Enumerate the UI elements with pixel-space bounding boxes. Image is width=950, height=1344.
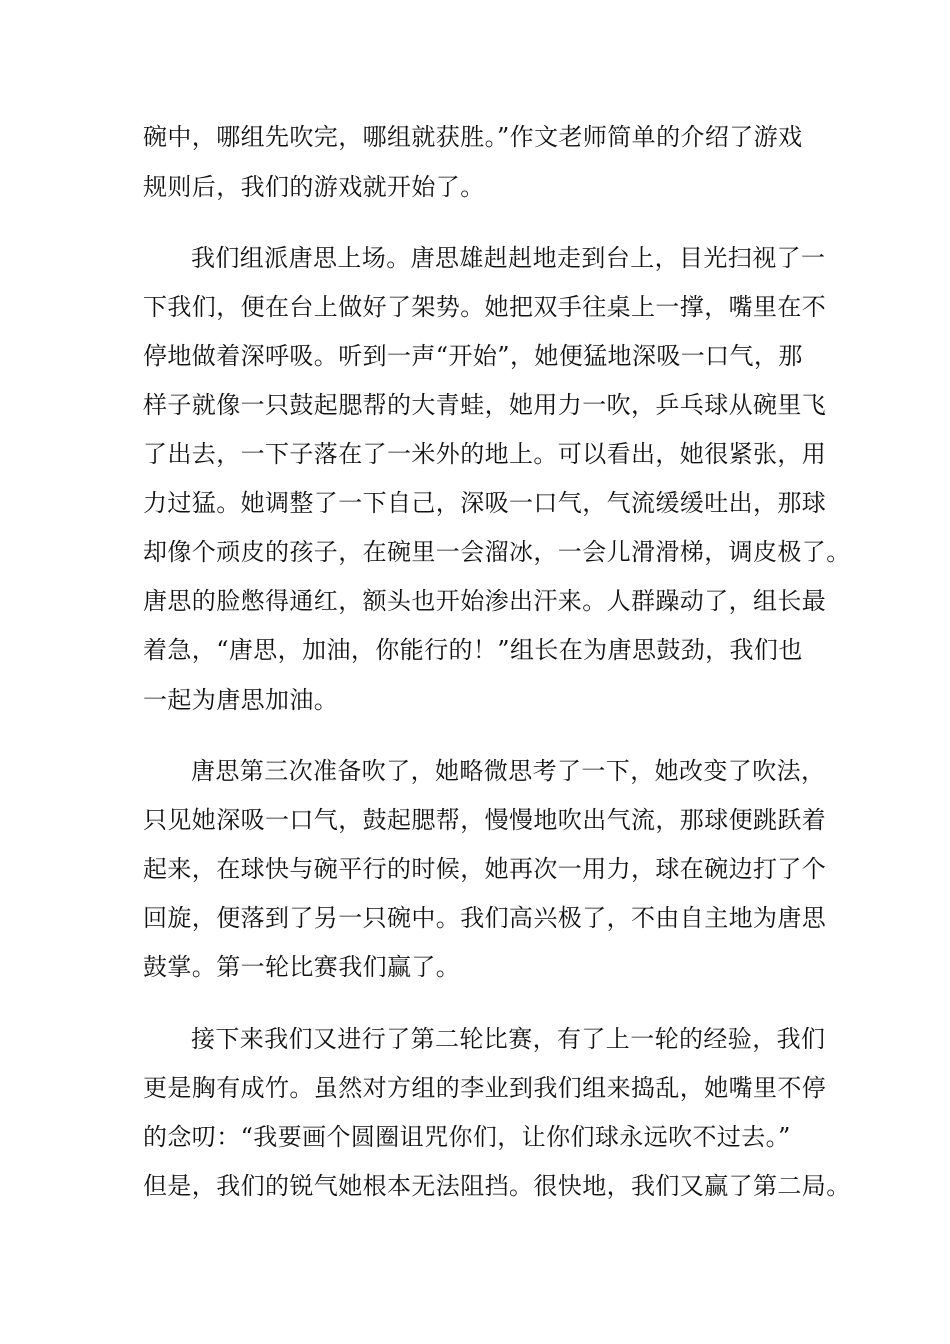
text-line: 鼓掌。第一轮比赛我们赢了。 [143,953,461,981]
text-line: 回旋，便落到了另一只碗中。我们高兴极了，不由自主地为唐思 [143,904,827,932]
text-line: 规则后，我们的游戏就开始了。 [143,173,485,201]
text-line: 着急，“唐思，加油，你能行的！”组长在为唐思鼓劲，我们也 [143,636,803,664]
text-line: 唐思的脸憋得通红，额头也开始渗出汗来。人群躁动了，组长最 [143,587,827,615]
text-line: 样子就像一只鼓起腮帮的大青蛙，她用力一吹，乒乓球从碗里飞 [143,391,827,419]
text-line: 力过猛。她调整了一下自己，深吸一口气，气流缓缓吐出，那球 [143,489,827,517]
text-line: 却像个顽皮的孩子，在碗里一会溜冰，一会儿滑滑梯，调皮极了。 [143,538,851,566]
text-line: 的念叨：“我要画个圆圈诅咒你们，让你们球永远吹不过去。” [143,1123,791,1151]
text-line: 停地做着深呼吸。听到一声“开始”，她便猛地深吸一口气，那 [143,342,803,370]
text-line: 更是胸有成竹。虽然对方组的李业到我们组来捣乱，她嘴里不停 [143,1074,827,1102]
text-line: 我们组派唐思上场。唐思雄赳赳地走到台上，目光扫视了一 [191,244,826,272]
text-line: 下我们，便在台上做好了架势。她把双手往桌上一撑，嘴里在不 [143,293,827,321]
text-line: 只见她深吸一口气，鼓起腮帮，慢慢地吹出气流，那球便跳跃着 [143,806,827,834]
text-line: 唐思第三次准备吹了，她略微思考了一下，她改变了吹法， [191,757,826,785]
text-line: 一起为唐思加油。 [143,686,339,714]
text-line: 起来，在球快与碗平行的时候，她再次一用力，球在碗边打了个 [143,855,827,883]
text-line: 但是，我们的锐气她根本无法阻挡。很快地，我们又赢了第二局。 [143,1172,851,1200]
text-line: 了出去，一下子落在了一米外的地上。可以看出，她很紧张，用 [143,440,827,468]
text-line: 接下来我们又进行了第二轮比赛，有了上一轮的经验，我们 [191,1025,826,1053]
text-line: 碗中，哪组先吹完，哪组就获胜。”作文老师简单的介绍了游戏 [143,123,803,151]
